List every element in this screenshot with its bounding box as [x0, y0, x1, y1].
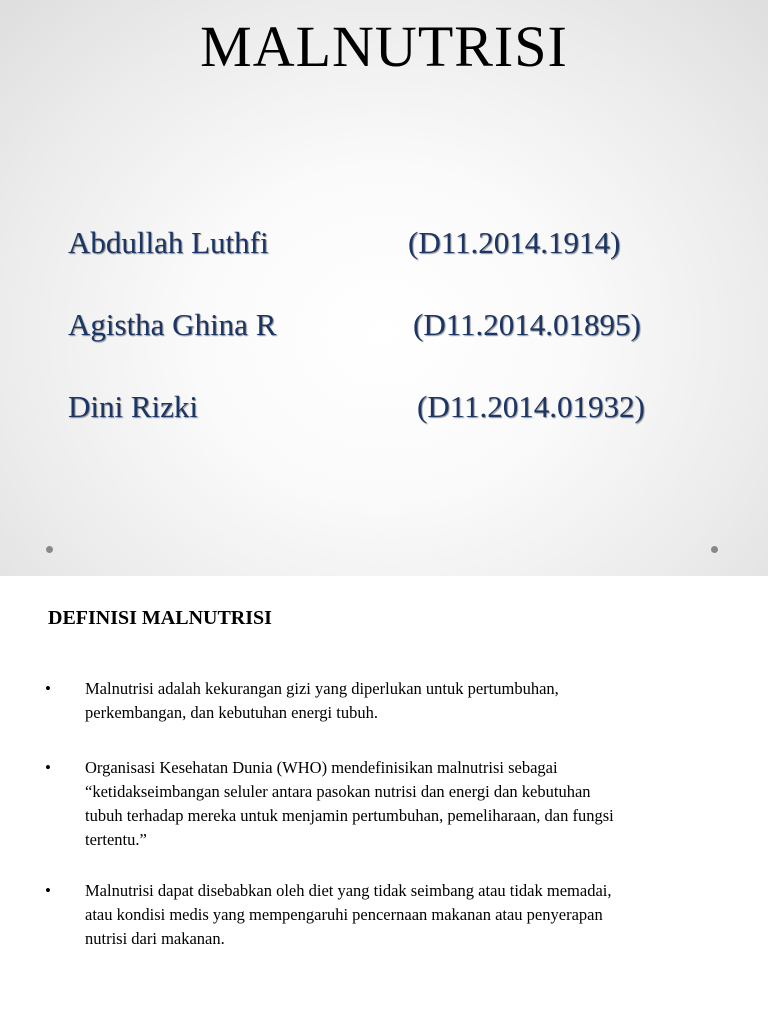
- bullet-text: [85, 756, 715, 852]
- author-name: Abdullah Luthfi: [68, 225, 269, 260]
- text-line: tertentu.”: [85, 830, 147, 849]
- author-row: [68, 222, 728, 264]
- text-line: Malnutrisi adalah kekurangan gizi yang diperlukan untuk pertumbuhan,: [85, 679, 559, 698]
- definition-section: [0, 576, 768, 1024]
- bullet-text: [85, 677, 715, 725]
- bullet-icon: •: [45, 758, 51, 777]
- author-name: Agistha Ghina R: [68, 307, 277, 342]
- text-line: Organisasi Kesehatan Dunia (WHO) mendefinisikan malnutrisi sebagai: [85, 758, 558, 777]
- decorative-dot-icon: [46, 546, 53, 553]
- bullet-text: [85, 879, 715, 951]
- author-row: [68, 304, 728, 346]
- text-line: Malnutrisi dapat disebabkan oleh diet yang tidak seimbang atau tidak memadai,: [85, 881, 612, 900]
- decorative-dot-icon: [711, 546, 718, 553]
- text-line: tubuh terhadap mereka untuk menjamin pertumbuhan, pemeliharaan, dan fungsi: [85, 806, 614, 825]
- bullet-icon: •: [45, 881, 51, 900]
- slide-title: MALNUTRISI: [200, 14, 568, 79]
- author-row: [68, 386, 728, 428]
- section-heading: DEFINISI MALNUTRISI: [48, 607, 272, 629]
- author-nim: (D11.2014.01932): [417, 389, 645, 424]
- text-line: “ketidakseimbangan seluler antara pasokan nutrisi dan energi dan kebutuhan: [85, 782, 591, 801]
- author-nim: (D11.2014.1914): [408, 225, 621, 260]
- text-line: atau kondisi medis yang mempengaruhi pencernaan makanan atau penyerapan: [85, 905, 603, 924]
- text-line: nutrisi dari makanan.: [85, 929, 225, 948]
- bullet-icon: •: [45, 679, 51, 698]
- author-name: Dini Rizki: [68, 389, 199, 424]
- text-line: perkembangan, dan kebutuhan energi tubuh.: [85, 703, 378, 722]
- author-nim: (D11.2014.01895): [413, 307, 641, 342]
